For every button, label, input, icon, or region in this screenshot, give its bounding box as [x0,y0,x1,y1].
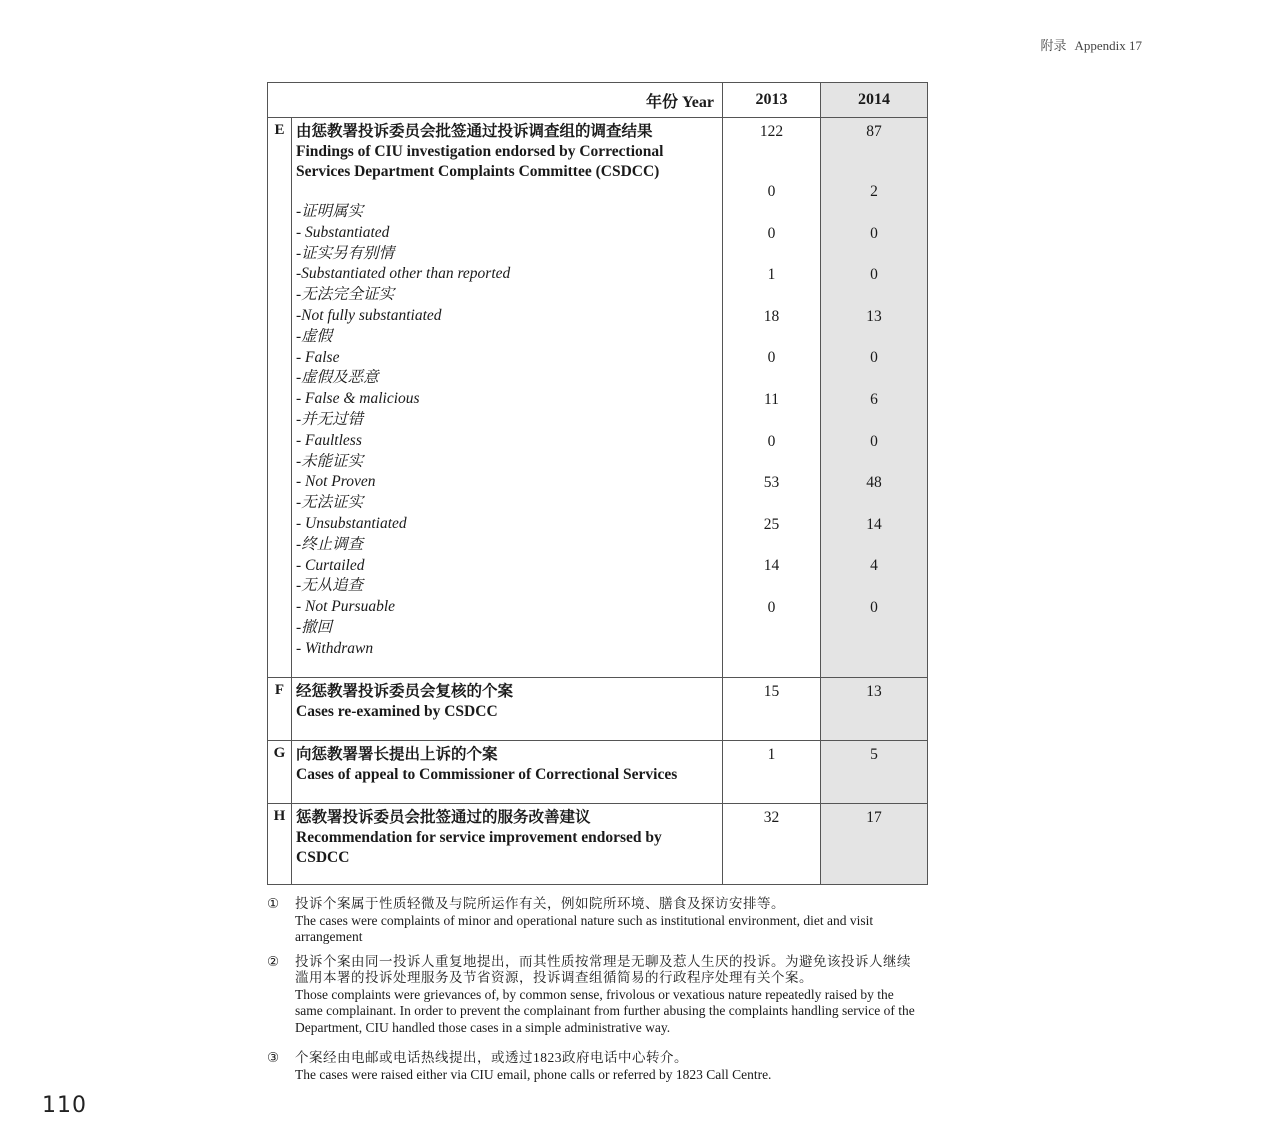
row-description [292,678,723,741]
finding-label-zh: -证明属实 [296,203,364,220]
finding-label-en: - Not Pursuable [296,598,396,616]
appendix-label-zh: 附录 [1040,38,1067,53]
finding-label-zh: -撤回 [296,618,333,636]
row-key: H [268,804,292,885]
finding-label-en: - Unsubstantiated [296,514,407,532]
table-row-h [268,804,928,885]
value-2013: 15 [723,678,821,741]
finding-label-zh: -虚假及恶意 [296,369,379,387]
finding-value-2014: 0 [870,349,878,367]
finding-label-en: -Not fully substantiated [296,306,442,324]
finding-label-en: - Substantiated [296,223,390,241]
spacer [821,142,927,182]
finding-item [296,452,718,494]
finding-value-2014: 48 [866,474,882,492]
finding-item [296,493,718,535]
footnote-marker: ③ [267,1050,280,1065]
item-values-2014 [821,142,927,640]
year-2014-header: 2014 [821,83,928,118]
footnote [267,954,922,1037]
footnote-text-zh: 个案经由电邮或电话热线提出，或透过1823政府电话中心转介。 [295,1050,688,1065]
finding-value-2014: 0 [870,224,878,242]
total-2014: 87 [866,123,882,140]
row-title-en: Cases re-examined by CSDCC [296,703,498,720]
finding-value-2013: 25 [763,515,780,533]
footnote [267,1050,922,1083]
finding-value-2014: 14 [866,515,882,533]
row-key: E [268,118,292,678]
row-title-zh: 向惩教署署长提出上诉的个案 [296,746,498,763]
table-row-g [268,741,928,804]
finding-value-2013: 53 [763,474,780,492]
finding-item [296,368,718,410]
item-values-2013 [723,142,820,640]
row-title-en: Recommendation for service improvement endorsed by CSDCC [296,829,662,866]
finding-label-en: - Withdrawn [296,639,374,657]
values-2014 [821,118,928,678]
row-description [292,118,723,678]
finding-label-zh: -无法完全证实 [296,286,395,304]
year-label: 年份 Year [268,83,723,118]
footnote [267,896,922,946]
row-title-zh: 经惩教署投诉委员会复核的个案 [296,683,514,700]
finding-value-2013: 14 [763,557,780,575]
finding-label-zh: -无从追查 [296,577,364,595]
finding-item [296,285,718,327]
finding-label-zh: -并无过错 [296,410,364,428]
footnote-text-en: The cases were complaints of minor and operational nature such as institutional environment, diet and visit arrangement [295,912,874,944]
footnote-text-en: Those complaints were grievances of, by common sense, frivolous or vexatious nature repeatedly raised by the same complainant. In order to prevent the complainant from further abusing the complaints handling service of the Department, CIU handled those cases in a simple administrative way. [295,986,915,1035]
footnote-text-zh: 投诉个案属于性质轻微及与院所运作有关，例如院所环境、膳食及探访安排等。 [295,896,785,911]
row-title-zh: 由惩教署投诉委员会批签通过投诉调查组的调查结果 [296,123,653,140]
finding-value-2013: 0 [767,432,776,450]
finding-item [296,576,718,618]
finding-value-2014: 0 [870,598,878,616]
footnotes [267,896,922,1091]
finding-item [296,327,718,369]
values-2013 [723,118,821,678]
value-2013: 32 [723,804,821,885]
finding-item [296,535,718,577]
finding-value-2014: 2 [870,183,878,200]
finding-items [296,202,718,660]
finding-item [296,410,718,452]
finding-label-zh: -虚假 [296,327,333,345]
page-number: 110 [42,1093,87,1118]
finding-value-2013: 0 [767,183,776,200]
finding-value-2014: 6 [870,390,878,408]
finding-label-en: - False [296,348,340,366]
footnote-text-zh: 投诉个案由同一投诉人重复地提出，而其性质按常理是无聊及惹人生厌的投诉。为避免该投诉人继续滥用本署的投诉处理服务及节省资源，投诉调查组循简易的行政程序处理有关个案。 [295,953,911,985]
finding-value-2014: 13 [866,307,882,325]
table-row-e [268,118,928,678]
finding-value-2013: 0 [767,349,776,367]
spacer [723,142,820,182]
row-key: F [268,678,292,741]
finding-item [296,202,718,244]
row-key: G [268,741,292,804]
finding-label-en: -Substantiated other than reported [296,265,511,283]
footnote-text-en: The cases were raised either via CIU email, phone calls or referred by 1823 Call Centre. [295,1066,772,1082]
value-2014: 5 [821,741,928,804]
finding-label-en: - Not Proven [296,473,376,491]
appendix-label-en: Appendix 17 [1074,38,1142,53]
finding-label-zh: -证实另有别情 [296,244,395,262]
row-title-en: Cases of appeal to Commissioner of Correctional Services [296,766,678,783]
total-2013: 122 [759,123,784,140]
finding-value-2013: 11 [764,390,779,408]
value-2014: 13 [821,678,928,741]
statistics-table [267,82,928,885]
finding-value-2013: 18 [763,307,780,325]
finding-value-2013: 1 [767,266,776,284]
finding-label-en: - Faultless [296,431,362,449]
table-header-row [268,83,928,118]
row-description [292,804,723,885]
finding-label-en: - False & malicious [296,390,420,408]
finding-label-zh: -无法证实 [296,494,364,512]
row-title-zh: 惩教署投诉委员会批签通过的服务改善建议 [296,809,591,826]
value-2014: 17 [821,804,928,885]
finding-label-en: - Curtailed [296,556,365,574]
year-2013-header: 2013 [723,83,821,118]
finding-value-2014: 4 [870,557,878,575]
row-description [292,741,723,804]
finding-item [296,244,718,286]
finding-value-2013: 0 [767,224,776,242]
value-2013: 1 [723,741,821,804]
table-row-f [268,678,928,741]
page-header [1040,35,1142,54]
finding-label-zh: -未能证实 [296,452,364,470]
footnote-marker: ① [267,896,280,911]
finding-value-2014: 0 [870,432,878,450]
footnote-marker: ② [267,953,280,969]
finding-item [296,618,718,660]
finding-value-2014: 0 [870,266,878,284]
row-title-en: Findings of CIU investigation endorsed by Correctional Services Department Complaints Committee (CSDCC) [296,143,664,180]
finding-value-2013: 0 [767,598,776,616]
finding-label-zh: -终止调查 [296,535,364,553]
